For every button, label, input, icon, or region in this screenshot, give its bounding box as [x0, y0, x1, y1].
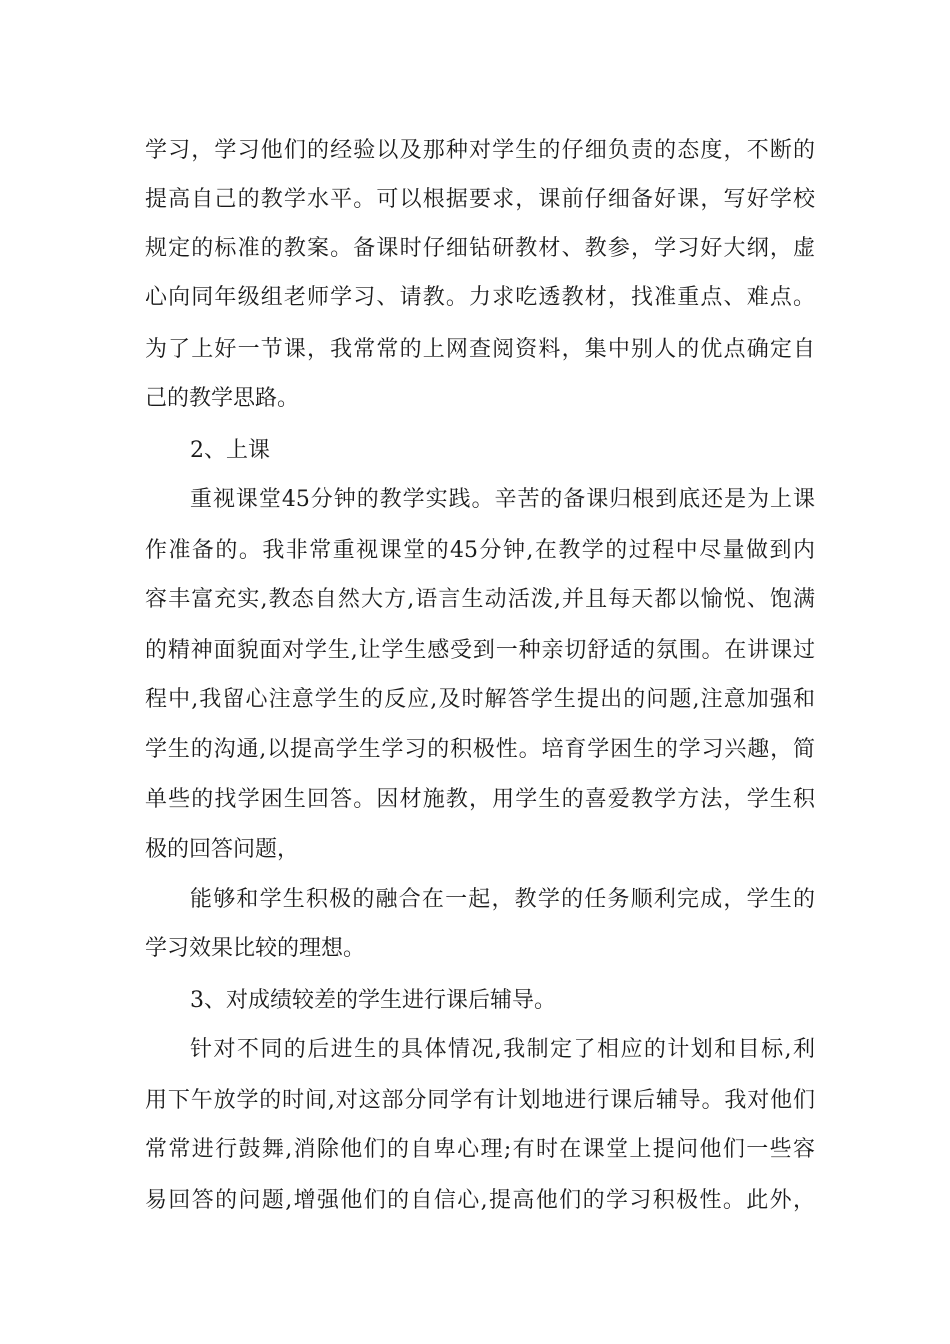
text-line: 针对不同的后进生的具体情况,我制定了相应的计划和目标,利	[190, 1037, 815, 1062]
text-line: 己的教学思路。	[145, 386, 300, 411]
text-line: 程中,我留心注意学生的反应,及时解答学生提出的问题,注意加强和	[145, 687, 815, 712]
text-line: 作准备的。我非常重视课堂的45分钟,在教学的过程中尽量做到内	[145, 538, 815, 563]
text-line: 容丰富充实,教态自然大方,语言生动活泼,并且每天都以愉悦、饱满	[145, 587, 815, 612]
text-line: 常常进行鼓舞,消除他们的自卑心理;有时在课堂上提问他们一些容	[145, 1137, 815, 1162]
section-heading: 2、上课	[190, 438, 270, 463]
text-line: 学生的沟通,以提高学生学习的积极性。培育学困生的学习兴趣，简	[145, 737, 815, 762]
text-line: 极的回答问题，	[145, 837, 300, 862]
text-line: 学习，学习他们的经验以及那种对学生的仔细负责的态度，不断的	[145, 138, 815, 163]
text-line: 为了上好一节课，我常常的上网查阅资料，集中别人的优点确定自	[145, 337, 815, 362]
text-line: 规定的标准的教案。备课时仔细钻研教材、教参，学习好大纲，虚	[145, 236, 815, 261]
text-line: 的精神面貌面对学生,让学生感受到一种亲切舒适的氛围。在讲课过	[145, 638, 815, 663]
text-line: 单些的找学困生回答。因材施教，用学生的喜爱教学方法，学生积	[145, 787, 815, 812]
text-line: 学习效果比较的理想。	[145, 936, 366, 961]
section-heading: 3、对成绩较差的学生进行课后辅导。	[190, 988, 556, 1013]
text-line: 重视课堂45分钟的教学实践。辛苦的备课归根到底还是为上课	[190, 487, 815, 512]
text-line: 用下午放学的时间,对这部分同学有计划地进行课后辅导。我对他们	[145, 1088, 815, 1113]
text-line: 能够和学生积极的融合在一起，教学的任务顺利完成，学生的	[190, 887, 815, 912]
text-line: 易回答的问题,增强他们的自信心,提高他们的学习积极性。此外，	[145, 1188, 815, 1213]
text-line: 心向同年级组老师学习、请教。力求吃透教材，找准重点、难点。	[145, 285, 815, 310]
text-line: 提高自己的教学水平。可以根据要求，课前仔细备好课，写好学校	[145, 187, 815, 212]
